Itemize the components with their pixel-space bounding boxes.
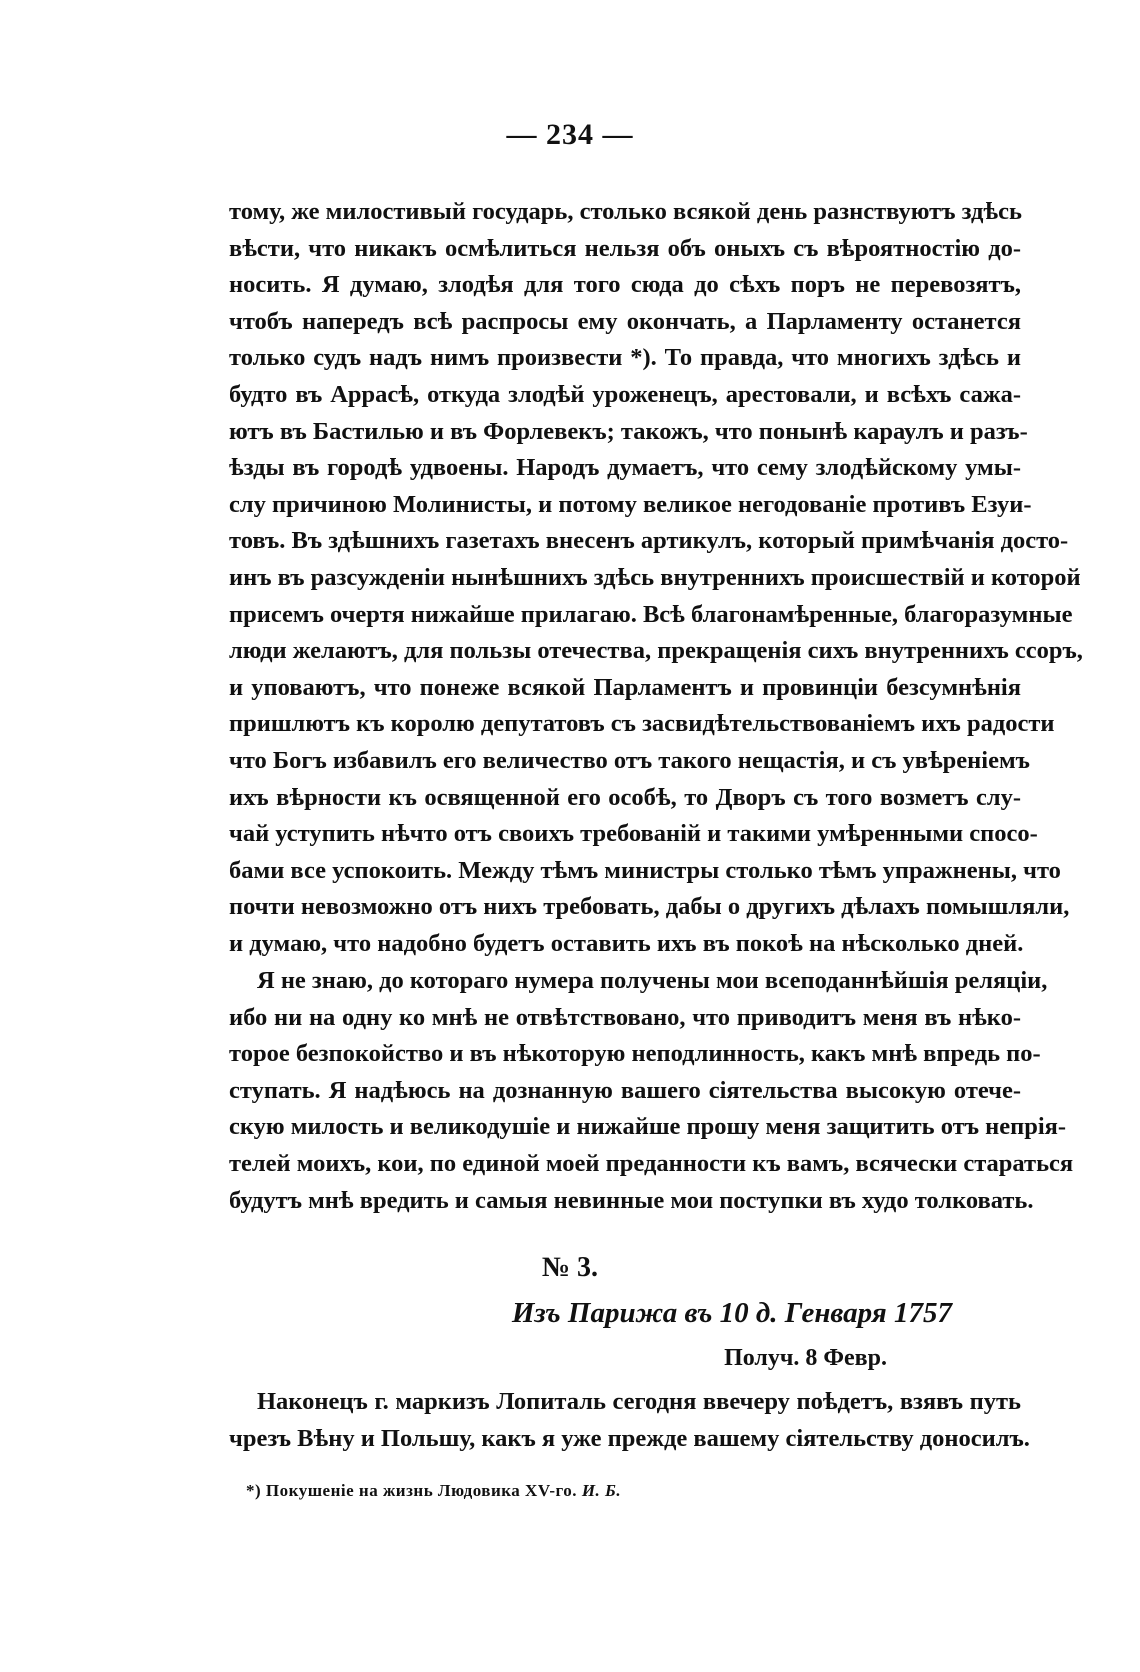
text-line: носить. Я думаю, злодѣя для того сюда до сѣхъ поръ не перевозятъ, <box>229 271 1021 299</box>
text-line: и думаю, что надобно будетъ оставить ихъ въ покоѣ на нѣсколько дней. <box>229 929 1024 957</box>
text-line: товъ. Въ здѣшнихъ газетахъ внесенъ артикулъ, который примѣчанія досто- <box>229 527 1069 555</box>
text-line: присемъ очертя нижайше прилагаю. Всѣ благонамѣренные, благоразумные <box>229 600 1073 628</box>
text-line: что Богъ избавилъ его величество отъ такого нещастія, и съ увѣреніемъ <box>229 746 1030 774</box>
footnote-text: *) Покушеніе на жизнь Людовика XV-го. <box>246 1481 578 1500</box>
text-line: будто въ Аррасѣ, откуда злодѣй уроженецъ, арестовали, и всѣхъ сажа- <box>229 380 1021 408</box>
text-line: вѣсти, что никакъ осмѣлиться нельзя объ оныхъ съ вѣроятностію до- <box>229 234 1021 262</box>
text-line: почти невозможно отъ нихъ требовать, дабы о другихъ дѣлахъ помышляли, <box>229 893 1070 921</box>
text-line: слу причиною Молинисты, и потому великое негодованіе противъ Езуи- <box>229 490 1032 518</box>
text-line: будутъ мнѣ вредить и самыя невинные мои поступки въ худо толковать. <box>229 1186 1034 1214</box>
text-line: торое безпокойство и въ нѣкоторую неподлинность, какъ мнѣ впредь по- <box>229 1040 1041 1068</box>
text-line: и уповаютъ, что понеже всякой Парламентъ и провинціи безсумнѣнія <box>229 673 1021 701</box>
text-line: тому, же милостивый государь, столько всякой день разнствуютъ здѣсь <box>229 198 1022 225</box>
text-line: Наконецъ г. маркизъ Лопиталь сегодня ввечеру поѣдетъ, взявъ путь <box>257 1388 1021 1415</box>
text-line: люди желаютъ, для пользы отечества, прекращенія сихъ внутреннихъ ссоръ, <box>229 637 1083 665</box>
footnote-initials: И. Б. <box>581 1481 622 1500</box>
text-line: ѣзды въ городѣ удвоены. Народъ думаетъ, что сему злодѣйскому умы- <box>229 454 1021 482</box>
text-line: ихъ вѣрности къ освященной его особѣ, то Дворъ съ того возметъ слу- <box>229 783 1021 811</box>
paragraph-3 <box>229 1384 1030 1457</box>
footnote-rule <box>229 1475 1021 1476</box>
text-line: чтобъ напередъ всѣ распросы ему окончать, а Парламенту останется <box>229 307 1021 335</box>
text-line: чай уступить нѣчто отъ своихъ требованій и такими умѣренными спосо- <box>229 820 1038 848</box>
document-number: № 3. <box>541 1252 599 1283</box>
footnote <box>246 1481 621 1501</box>
text-line: только судъ надъ нимъ произвести *). То правда, что многихъ здѣсь и <box>229 344 1021 372</box>
text-line: ступать. Я надѣюсь на дознанную вашего сіятельства высокую отече- <box>229 1076 1021 1104</box>
text-line: скую милость и великодушіе и нижайше прошу меня защитить отъ непрія- <box>229 1113 1067 1141</box>
dateline: Изъ Парижа въ 10 д. Генваря 1757 <box>511 1297 952 1329</box>
text-line: телей моихъ, кои, по единой моей преданности къ вамъ, всячески стараться <box>229 1149 1074 1177</box>
text-line: пришлютъ къ королю депутатовъ съ засвидѣтельствованіемъ ихъ радости <box>229 710 1055 738</box>
text-line: ютъ въ Бастилью и въ Форлевекъ; такожъ, что понынѣ караулъ и разъ- <box>229 417 1028 445</box>
text-line: ибо ни на одну ко мнѣ не отвѣтствовано, что приводитъ меня въ нѣко- <box>229 1003 1021 1031</box>
text-line: чрезъ Вѣну и Польшу, какъ я уже прежде вашему сіятельству доносилъ. <box>229 1424 1030 1452</box>
page-number: — 234 — <box>506 118 634 151</box>
received-date: Получ. 8 Февр. <box>724 1345 887 1371</box>
paragraph-1 <box>229 194 1083 962</box>
paragraph-2 <box>229 963 1074 1219</box>
text-line: бами все успокоить. Между тѣмъ министры столько тѣмъ упражнены, что <box>229 856 1061 884</box>
text-line: инъ въ разсужденіи нынѣшнихъ здѣсь внутреннихъ происшествій и которой <box>229 563 1081 591</box>
text-line: Я не знаю, до котораго нумера получены мои всеподаннѣйшія реляціи, <box>257 967 1048 994</box>
